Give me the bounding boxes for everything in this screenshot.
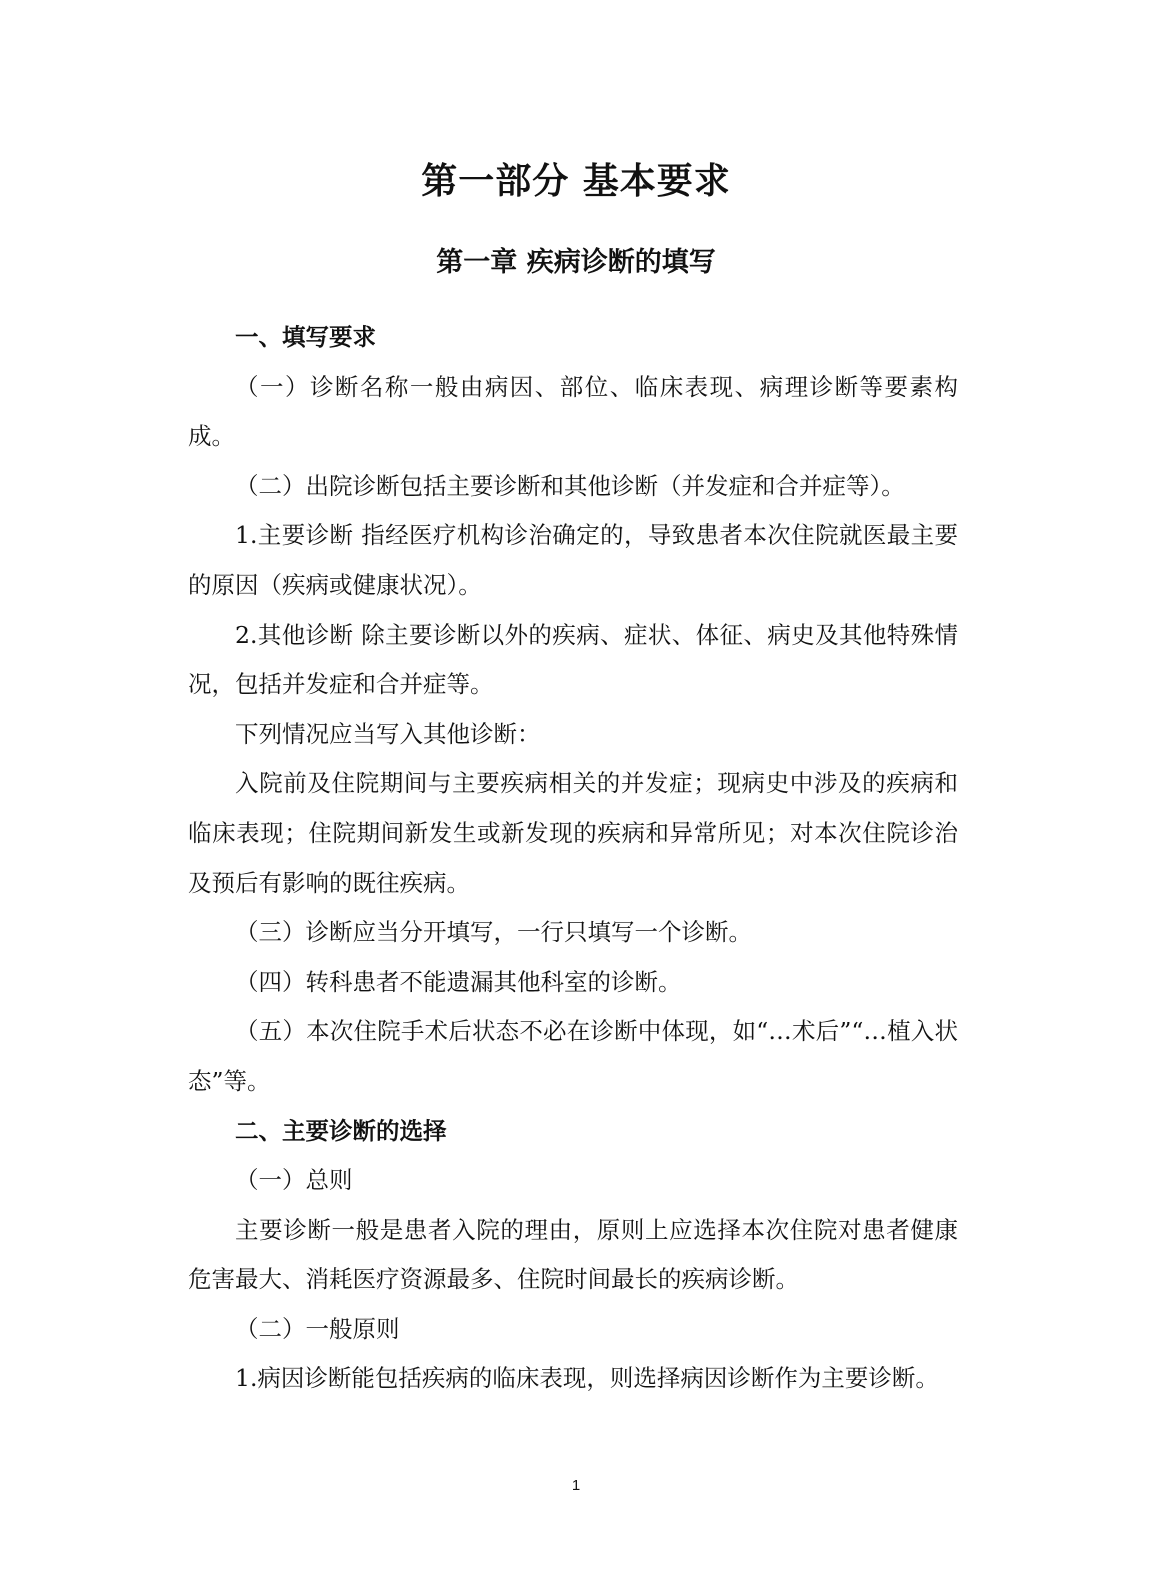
paragraph: （一）诊断名称一般由病因、部位、临床表现、病理诊断等要素构成。 — [188, 372, 958, 451]
paragraph: （五）本次住院手术后状态不必在诊断中体现，如“…术后”“…植入状态”等。 — [188, 1017, 958, 1095]
section-heading: 二、主要诊断的选择 — [235, 1116, 447, 1145]
paragraph: （四）转科患者不能遗漏其他科室的诊断。 — [235, 967, 682, 996]
paragraph: 主要诊断一般是患者入院的理由，原则上应选择本次住院对患者健康危害最大、消耗医疗资源最多、住院时间最长的疾病诊断。 — [188, 1215, 958, 1294]
paragraph: 下列情况应当写入其他诊断： — [235, 719, 541, 748]
page-number: 1 — [571, 1477, 581, 1494]
paragraph: （二）出院诊断包括主要诊断和其他诊断（并发症和合并症等）。 — [235, 471, 905, 500]
part-title: 第一部分 基本要求 — [421, 161, 731, 202]
paragraph: 2.其他诊断 除主要诊断以外的疾病、症状、体征、病史及其他特殊情况，包括并发症和合并症等。 — [188, 620, 958, 699]
paragraph: （一）总则 — [235, 1166, 353, 1195]
document-body — [188, 313, 958, 1404]
paragraph: （二）一般原则 — [235, 1314, 400, 1343]
chapter-title: 第一章 疾病诊断的填写 — [436, 247, 716, 278]
paragraph: （三）诊断应当分开填写，一行只填写一个诊断。 — [235, 918, 752, 947]
paragraph: 1.病因诊断能包括疾病的临床表现，则选择病因诊断作为主要诊断。 — [235, 1364, 939, 1393]
paragraph: 入院前及住院期间与主要疾病相关的并发症；现病史中涉及的疾病和临床表现；住院期间新发生或新发现的疾病和异常所见；对本次住院诊治及预后有影响的既往疾病。 — [188, 769, 958, 897]
paragraph: 1.主要诊断 指经医疗机构诊治确定的，导致患者本次住院就医最主要的原因（疾病或健康状况）。 — [188, 521, 958, 599]
section-heading: 一、填写要求 — [235, 323, 376, 351]
